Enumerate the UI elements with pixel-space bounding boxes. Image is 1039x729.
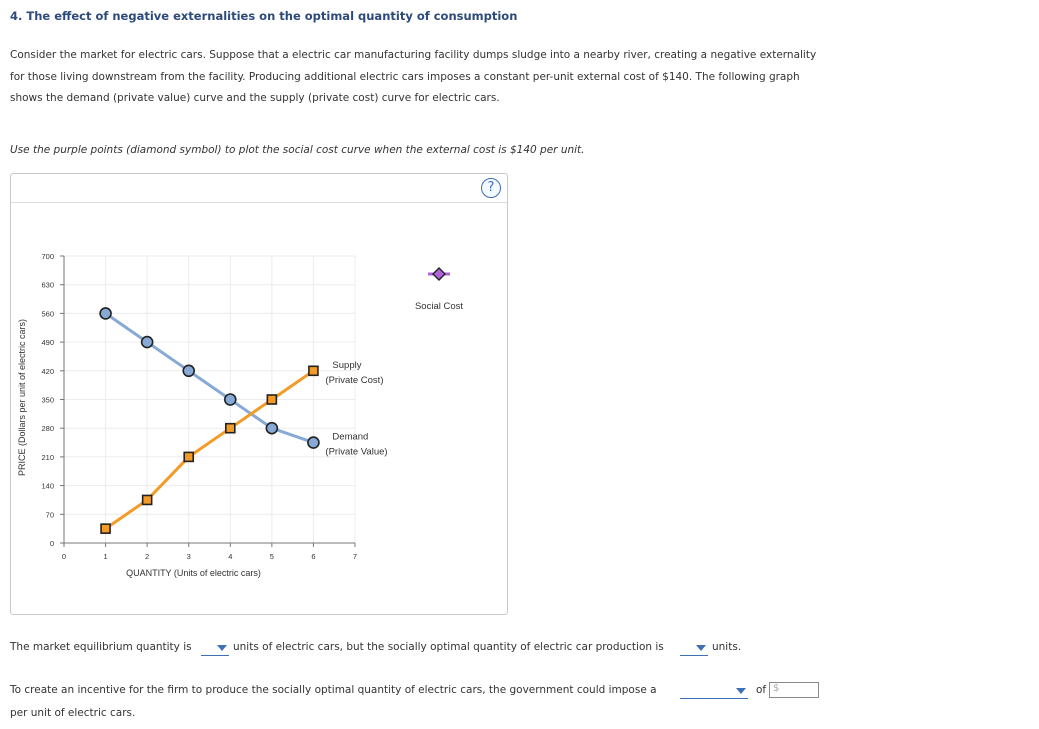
y-tick-label: 140	[41, 481, 54, 491]
x-tick-label: 3	[186, 552, 191, 561]
y-tick-label: 280	[41, 424, 54, 434]
x-tick-label: 2	[145, 552, 150, 561]
q2-text-2-wrap	[10, 707, 135, 719]
supply-point[interactable]	[226, 424, 235, 433]
economics-graph[interactable]	[11, 174, 507, 614]
y-tick-label: 700	[41, 252, 54, 261]
x-tick-label: 6	[311, 552, 316, 561]
graph-panel	[10, 173, 508, 615]
y-tick-label: 350	[41, 395, 54, 405]
social-cost-legend-label: Social Cost	[414, 301, 464, 312]
q1-text-3: units.	[712, 641, 742, 653]
supply-curve	[106, 371, 314, 529]
q1-text-2-wrap	[233, 641, 664, 653]
demand-curve	[106, 313, 314, 442]
chevron-down-icon	[217, 645, 227, 651]
supply-point[interactable]	[101, 524, 110, 533]
help-icon[interactable]: ?	[481, 178, 501, 198]
supply-point[interactable]	[309, 366, 318, 375]
policy-amount-input[interactable]	[769, 682, 819, 698]
demand-point[interactable]	[225, 394, 236, 405]
x-tick-label: 0	[61, 552, 67, 561]
social-cost-diamond-icon[interactable]	[433, 268, 445, 280]
demand-point[interactable]	[266, 423, 277, 434]
supply-point[interactable]	[143, 495, 152, 504]
supply-point[interactable]	[267, 395, 276, 404]
q1-text-3-wrap	[712, 641, 741, 653]
demand-point[interactable]	[183, 365, 194, 376]
dollar-prefix: $	[773, 683, 780, 694]
equilibrium-question	[10, 641, 192, 653]
graph-instruction: Use the purple points (diamond symbol) to plot the social cost curve when the external cost is $140 per unit.	[10, 144, 585, 156]
q1-text-1: The market equilibrium quantity is	[10, 641, 192, 653]
demand-point[interactable]	[100, 308, 111, 319]
x-tick-label: 1	[103, 552, 108, 561]
social-optimum-dropdown[interactable]	[680, 641, 708, 656]
y-tick-label: 70	[45, 510, 54, 520]
supply-label: (Private Cost)	[325, 374, 384, 386]
question-title: 4. The effect of negative externalities on the optimal quantity of consumption	[10, 9, 518, 23]
y-tick-label: 0	[49, 539, 54, 548]
chevron-down-icon	[696, 645, 706, 651]
y-tick-label: 210	[41, 452, 54, 462]
x-tick-label: 5	[269, 552, 274, 561]
demand-label: (Private Value)	[325, 446, 388, 458]
y-tick-label: 630	[41, 280, 54, 290]
policy-question	[10, 684, 657, 696]
supply-point[interactable]	[184, 452, 193, 461]
y-tick-label: 420	[41, 366, 54, 376]
demand-label: Demand	[332, 431, 369, 443]
supply-label: Supply	[332, 359, 362, 371]
q2-text-1: To create an incentive for the firm to produce the socially optimal quantity of electric cars, the government could impose a	[10, 684, 657, 696]
x-axis-title: QUANTITY (Units of electric cars)	[126, 568, 261, 578]
question-intro: Consider the market for electric cars. Suppose that a electric car manufacturing facility dumps sludge into a nearby river, creating a negative externality for those living downstream from the facility. Producing additional electric cars imposes a constant per-unit external cost of $140. The following graph shows the demand (private value) curve and the supply (private cost) curve for electric cars.	[10, 49, 817, 104]
market-equilibrium-dropdown[interactable]	[201, 641, 229, 656]
x-tick-label: 4	[228, 552, 233, 561]
x-tick-label: 7	[352, 552, 358, 561]
demand-point[interactable]	[142, 337, 153, 348]
q2-text-2: per unit of electric cars.	[10, 707, 136, 719]
chevron-down-icon	[736, 688, 746, 694]
q1-text-2: units of electric cars, but the socially optimal quantity of electric car production is	[233, 641, 664, 653]
policy-type-dropdown[interactable]	[680, 684, 748, 699]
y-axis-title: PRICE (Dollars per unit of electric cars)	[17, 318, 27, 477]
of-label: of	[756, 684, 767, 696]
demand-point[interactable]	[308, 437, 319, 448]
y-tick-label: 490	[41, 338, 54, 348]
y-tick-label: 560	[41, 309, 54, 319]
